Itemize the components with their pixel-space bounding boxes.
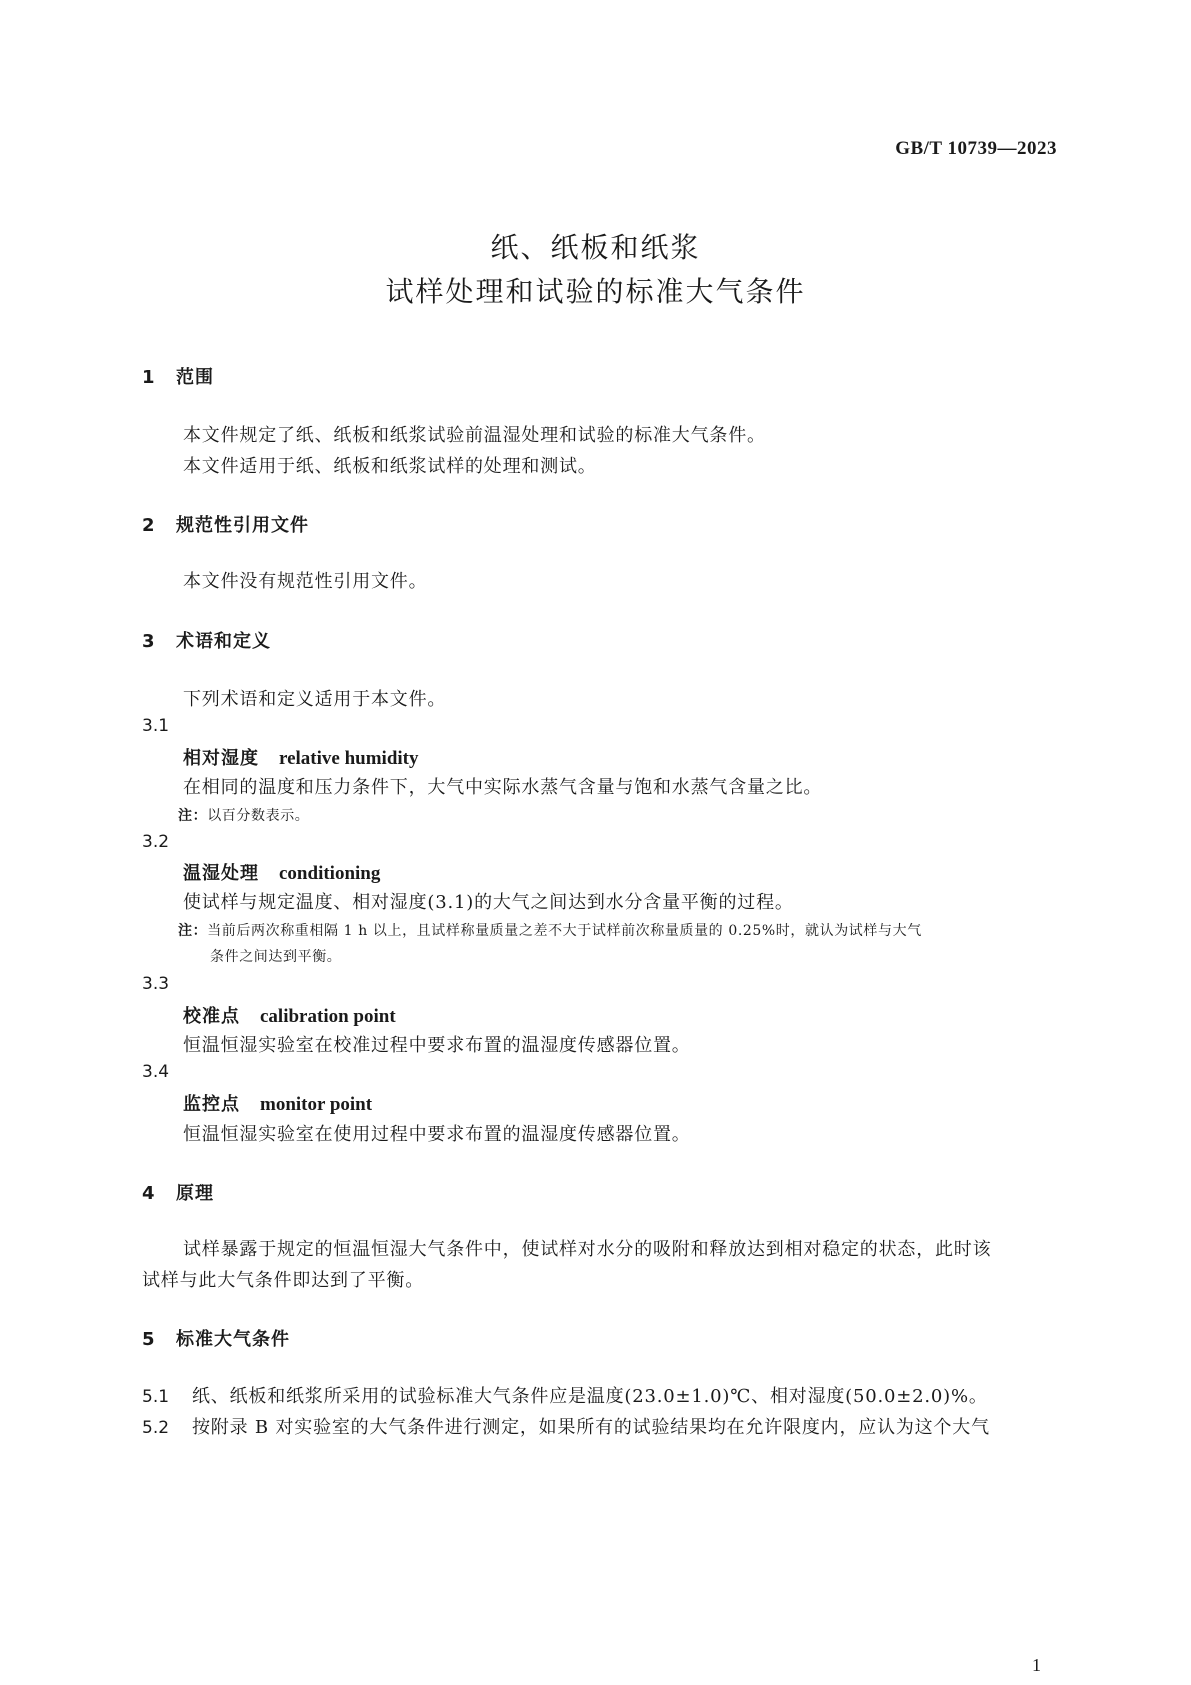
term-zh: 校准点 xyxy=(183,1006,240,1027)
term-entry xyxy=(183,1090,372,1116)
section-title: 标准大气条件 xyxy=(176,1329,290,1350)
note xyxy=(178,805,309,825)
section-2-heading xyxy=(142,511,309,537)
term-en: conditioning xyxy=(279,863,381,884)
note xyxy=(178,920,922,940)
standard-code: GB/T 10739—2023 xyxy=(895,138,1057,159)
paragraph: 本文件没有规范性引用文件。 xyxy=(183,571,428,592)
section-number: 5 xyxy=(142,1329,156,1350)
title-line-1: 纸、纸板和纸浆 xyxy=(490,231,701,264)
term-en: monitor point xyxy=(260,1094,373,1115)
note-text: 当前后两次称重相隔 1 h 以上，且试样称量质量之差不大于试样前次称量质量的 0.25%时，就认为试样与大气 xyxy=(207,923,922,939)
paragraph: 本文件规定了纸、纸板和纸浆试验前温湿处理和试验的标准大气条件。 xyxy=(183,425,766,446)
term-number: 3.4 xyxy=(142,1062,170,1082)
term-zh: 相对湿度 xyxy=(183,748,259,769)
term-number: 3.2 xyxy=(142,832,170,852)
title-line-2: 试样处理和试验的标准大气条件 xyxy=(385,275,806,308)
term-number: 3.1 xyxy=(142,716,170,736)
section-number: 4 xyxy=(142,1183,156,1204)
term-definition: 恒温恒湿实验室在使用过程中要求布置的温湿度传感器位置。 xyxy=(183,1124,691,1145)
paragraph: 本文件适用于纸、纸板和纸浆试样的处理和测试。 xyxy=(183,456,597,477)
section-3-heading xyxy=(142,627,271,653)
term-entry xyxy=(183,1002,396,1028)
term-en: calibration point xyxy=(260,1006,396,1027)
section-number: 1 xyxy=(142,367,156,388)
term-definition: 在相同的温度和压力条件下，大气中实际水蒸气含量与饱和水蒸气含量之比。 xyxy=(183,777,823,798)
clause-text: 纸、纸板和纸浆所采用的试验标准大气条件应是温度(23.0±1.0)℃、相对湿度(50.0±2.0)%。 xyxy=(192,1386,988,1407)
term-entry xyxy=(183,744,419,770)
term-definition: 恒温恒湿实验室在校准过程中要求布置的温湿度传感器位置。 xyxy=(183,1035,691,1056)
clause-number: 5.1 xyxy=(142,1387,170,1407)
paragraph: 下列术语和定义适用于本文件。 xyxy=(183,689,447,710)
paragraph: 试样暴露于规定的恒温恒湿大气条件中，使试样对水分的吸附和释放达到相对稳定的状态，此时该 xyxy=(183,1239,992,1260)
section-5-heading xyxy=(142,1325,290,1351)
section-title: 范围 xyxy=(176,367,214,388)
paragraph-continuation: 试样与此大气条件即达到了平衡。 xyxy=(142,1270,424,1291)
note-text: 以百分数表示。 xyxy=(207,808,310,824)
section-title: 术语和定义 xyxy=(176,631,271,652)
term-number: 3.3 xyxy=(142,974,170,994)
clause-text: 按附录 B 对实验室的大气条件进行测定，如果所有的试验结果均在允许限度内，应认为这个大气 xyxy=(192,1417,990,1438)
section-number: 3 xyxy=(142,631,156,652)
term-definition: 使试样与规定温度、相对湿度(3.1)的大气之间达到水分含量平衡的过程。 xyxy=(183,892,794,913)
section-4-heading xyxy=(142,1179,214,1205)
clause-5-2 xyxy=(142,1413,990,1439)
term-entry xyxy=(183,859,380,885)
page-number: 1 xyxy=(1032,1655,1041,1675)
section-1-heading xyxy=(142,363,214,389)
clause-5-1 xyxy=(142,1382,988,1408)
note-label: 注： xyxy=(178,923,208,939)
note-label: 注： xyxy=(178,808,208,824)
section-number: 2 xyxy=(142,515,156,536)
term-zh: 监控点 xyxy=(183,1094,240,1115)
section-title: 规范性引用文件 xyxy=(176,515,309,536)
term-en: relative humidity xyxy=(279,748,419,769)
section-title: 原理 xyxy=(176,1183,214,1204)
clause-number: 5.2 xyxy=(142,1418,170,1438)
note-continuation: 条件之间达到平衡。 xyxy=(210,949,342,965)
term-zh: 温湿处理 xyxy=(183,863,259,884)
